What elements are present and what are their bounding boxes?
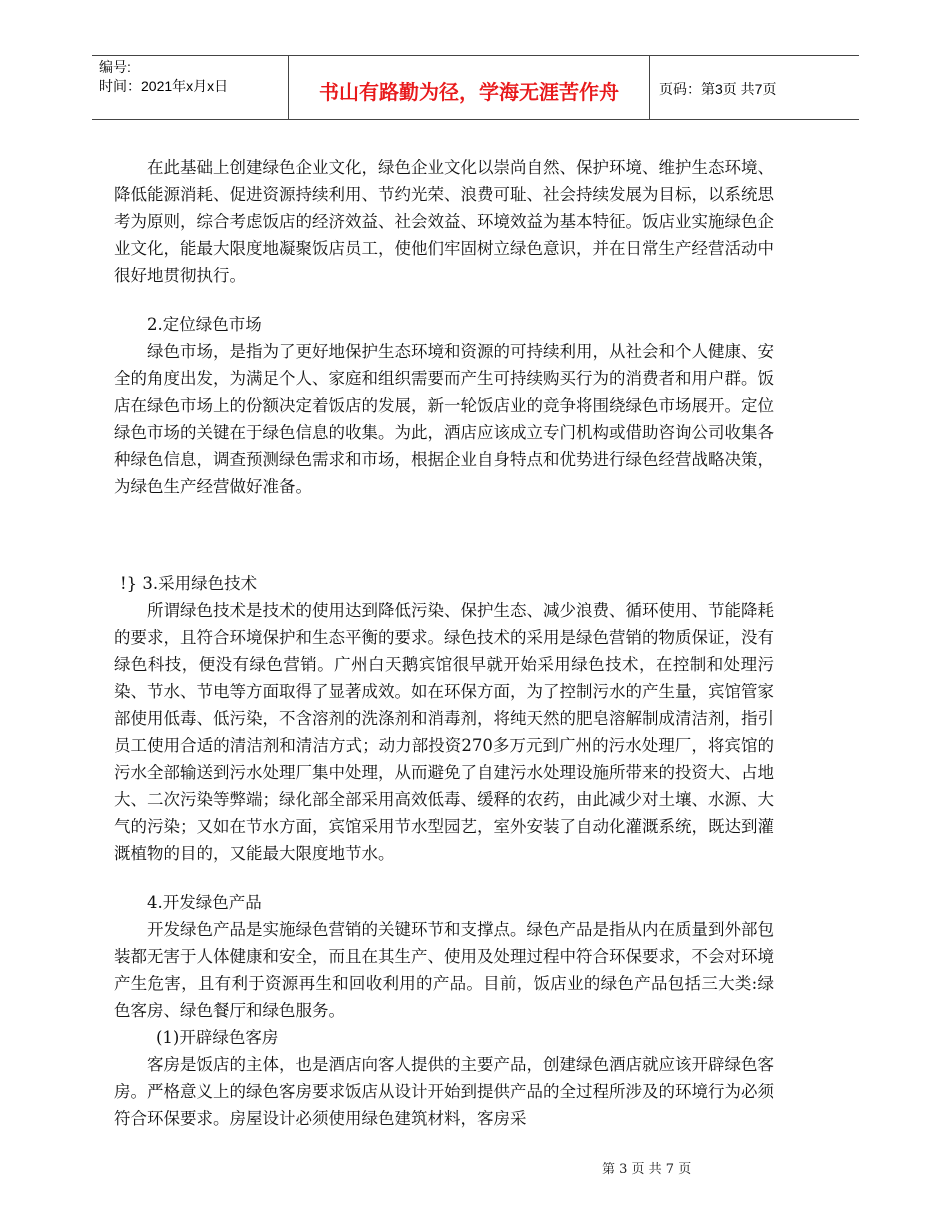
section-heading-green-products: 4.开发绿色产品 [147, 893, 262, 912]
document-number-label: 编号: [99, 59, 131, 75]
page-header [92, 55, 859, 120]
paragraph-green-technology: 所谓绿色技术是技术的使用达到降低污染、保护生态、减少浪费、循环使用、节能降耗的要求，且符合环境保护和生态平衡的要求。绿色技术的采用是绿色营销的物质保证，没有绿色科技，便没有绿色营销。广州白天鹅宾馆很早就开始采用绿色技术，在控制和处理污染、节水、节电等方面取得了显著成效。如在环保方面，为了控制污水的产生量，宾馆管家部使用低毒、低污染，不含溶剂的洗涤剂和消毒剂，将纯天然的肥皂溶解制成清洁剂，指引员工使用合适的清洁剂和清洁方式；动力部投资270多万元到广州的污水处理厂，将宾馆的污水全部输送到污水处理厂集中处理，从而避免了自建污水处理设施所带来的投资大、占地大、二次污染等弊端；绿化部全部采用高效低毒、缓释的农药，由此减少对土壤、水源、大气的污染；又如在节水方面，宾馆采用节水型园艺，室外安装了自动化灌溉系统，既达到灌溉植物的目的，又能最大限度地节水。 [114, 601, 774, 863]
subsection-heading-green-rooms: (1)开辟绿色客房 [156, 1028, 279, 1047]
section-heading-green-technology: !} 3.采用绿色技术 [120, 574, 258, 593]
paragraph-green-culture: 在此基础上创建绿色企业文化，绿色企业文化以崇尚自然、保护环境、维护生态环境、降低能源消耗、促进资源持续利用、节约光荣、浪费可耻、社会持续发展为目标，以系统思考为原则，综合考虑饭店的经济效益、社会效益、环境效益为基本特征。饭店业实施绿色企业文化，能最大限度地凝聚饭店员工，使他们牢固树立绿色意识，并在日常生产经营活动中很好地贯彻执行。 [114, 158, 774, 285]
document-body [114, 154, 774, 1132]
header-divider [649, 56, 650, 119]
header-motto: 书山有路勤为径，学海无涯苦作舟 [319, 80, 619, 104]
header-page-info: 页码：第3页 共7页 [659, 81, 777, 97]
paragraph-green-products: 开发绿色产品是实施绿色营销的关键环节和支撑点。绿色产品是指从内在质量到外部包装都无害于人体健康和安全，而且在其生产、使用及处理过程中符合环保要求，不会对环境产生危害，且有利于资源再生和回收利用的产品。目前，饭店业的绿色产品包括三大类:绿色客房、绿色餐厅和绿色服务。 [114, 920, 774, 1020]
page-footer: 第 3 页 共 7 页 [602, 1162, 692, 1177]
header-meta [99, 58, 228, 96]
paragraph-green-market: 绿色市场，是指为了更好地保护生态环境和资源的可持续利用，从社会和个人健康、安全的角度出发，为满足个人、家庭和组织需要而产生可持续购买行为的消费者和用户群。饭店在绿色市场上的份额决定着饭店的发展，新一轮饭店业的竞争将围绕绿色市场展开。定位绿色市场的关键在于绿色信息的收集。为此，酒店应该成立专门机构或借助咨询公司收集各种绿色信息，调查预测绿色需求和市场，根据企业自身特点和优势进行绿色经营战略决策，为绿色生产经营做好准备。 [114, 342, 774, 496]
paragraph-green-rooms: 客房是饭店的主体，也是酒店向客人提供的主要产品，创建绿色酒店就应该开辟绿色客房。严格意义上的绿色客房要求饭店从设计开始到提供产品的全过程所涉及的环境行为必须符合环保要求。房屋设计必须使用绿色建筑材料，客房采 [114, 1055, 774, 1128]
document-time-label: 时间：2021年x月x日 [99, 78, 229, 94]
section-heading-green-market: 2.定位绿色市场 [147, 315, 262, 334]
